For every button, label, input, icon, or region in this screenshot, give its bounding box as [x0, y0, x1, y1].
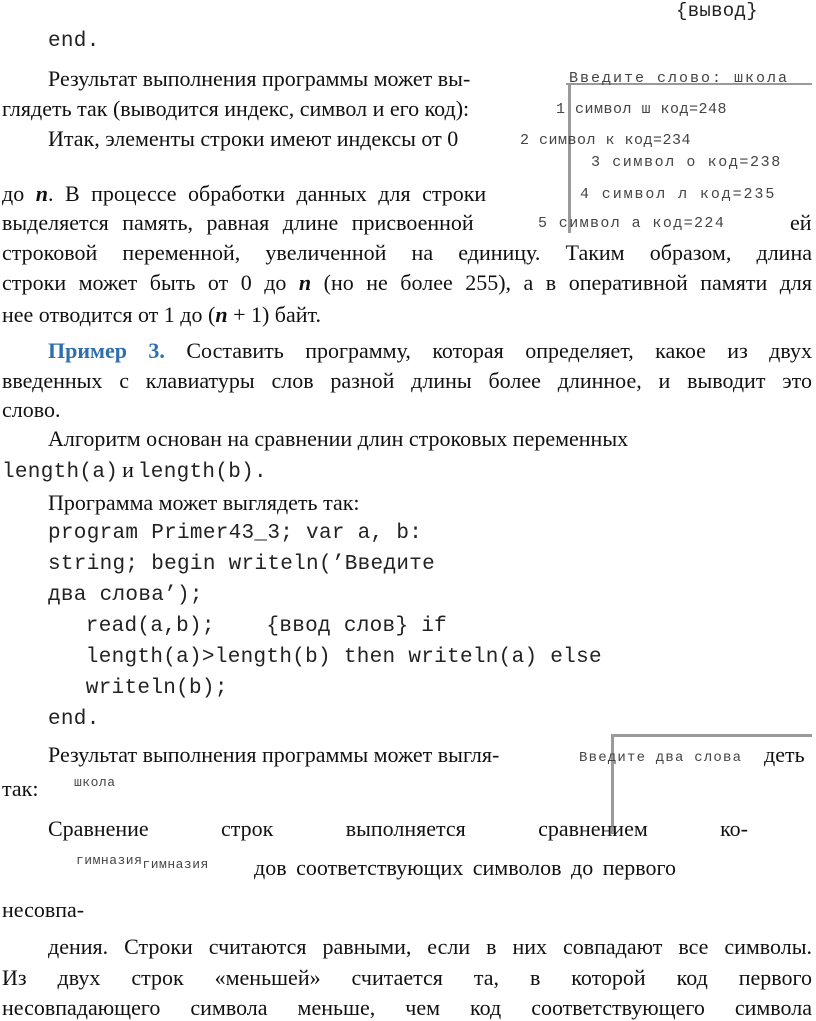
paragraph-line-tail: ей [790, 210, 812, 235]
paragraph-line: нее отводится от 1 до (n + 1) байт. [2, 302, 321, 327]
code-line: read(a,b); {ввод слов} if [60, 615, 448, 638]
paragraph-line: до n. В процессе обработки данных для строки [2, 181, 487, 206]
paragraph-line: Результат выполнения программы может выгля- [48, 742, 500, 767]
paragraph-line: Из двух строк «меньшей» считается та, в которой код первого [2, 965, 812, 990]
code-line: end. [48, 708, 100, 731]
output-frame-top [612, 734, 812, 737]
output-word: гимназия$_{гимназия}$ [76, 853, 209, 872]
paragraph-line: несовпа- [2, 897, 85, 922]
code-line: length(a)>length(b) then writeln(a) else [60, 646, 602, 669]
output-row: 1 символ ш код=248 [556, 101, 728, 118]
code-line: два слова’); [48, 584, 203, 607]
output-prompt: Введите слово: школа [569, 70, 790, 87]
paragraph-line: строки может быть от 0 до n (но не более 255), а в оперативной памяти для [2, 270, 813, 295]
output-word: школа [74, 775, 116, 790]
paragraph-line: дения. Строки считаются равными, если в них совпадают все символы. [48, 934, 812, 959]
code-line: string; begin writeln(’Введите [48, 553, 436, 576]
output-row: 4 символ л код=235 [580, 186, 777, 203]
paragraph-line: введенных с клавиатуры слов разной длины более длинное, и выводит это [2, 368, 812, 393]
paragraph-line: length(a) и length(b). [2, 457, 267, 484]
paragraph-line: Алгоритм основан на сравнении длин строковых переменных [48, 426, 629, 451]
output-row: 5 символ а код=224 [538, 215, 726, 232]
output-row: 3 символ о код=238 [591, 154, 782, 171]
paragraph-line: выделяется память, равная длине присвоенной [2, 210, 474, 235]
paragraph-line: дов соответствующих символов до первого [254, 855, 676, 880]
paragraph-line: Программа может выглядеть так: [48, 490, 360, 515]
paragraph-line: несовпадающего символа меньше, чем код соответствующего символа [2, 995, 812, 1020]
top-comment: {вывод} [676, 0, 758, 22]
paragraph-line: глядеть так (выводится индекс, символ и его код): [2, 96, 470, 121]
paragraph-line: Результат выполнения программы может вы- [48, 66, 471, 91]
paragraph-line: слово. [2, 397, 61, 422]
output-prompt: Введите два слова [579, 750, 743, 766]
paragraph-line: строковой переменной, увеличенной на единицу. Таким образом, длина [2, 240, 812, 265]
paragraph-line-tail: деть [764, 742, 805, 767]
paragraph-line: Итак, элементы строки имеют индексы от 0 [48, 126, 459, 151]
paragraph-line: так: [2, 776, 39, 801]
code-line: writeln(b); [60, 677, 228, 700]
example-heading: Пример 3. Составить программу, которая определяет, какое из двух [48, 338, 812, 363]
example-label: Пример 3. [48, 338, 165, 363]
output-row: 2 символ к код=234 [520, 132, 692, 149]
paragraph-line: Сравнение строк выполняется сравнением ко- [48, 816, 749, 841]
code-end-1: end. [48, 30, 100, 53]
code-line: program Primer43_3; var a, b: [48, 522, 423, 545]
